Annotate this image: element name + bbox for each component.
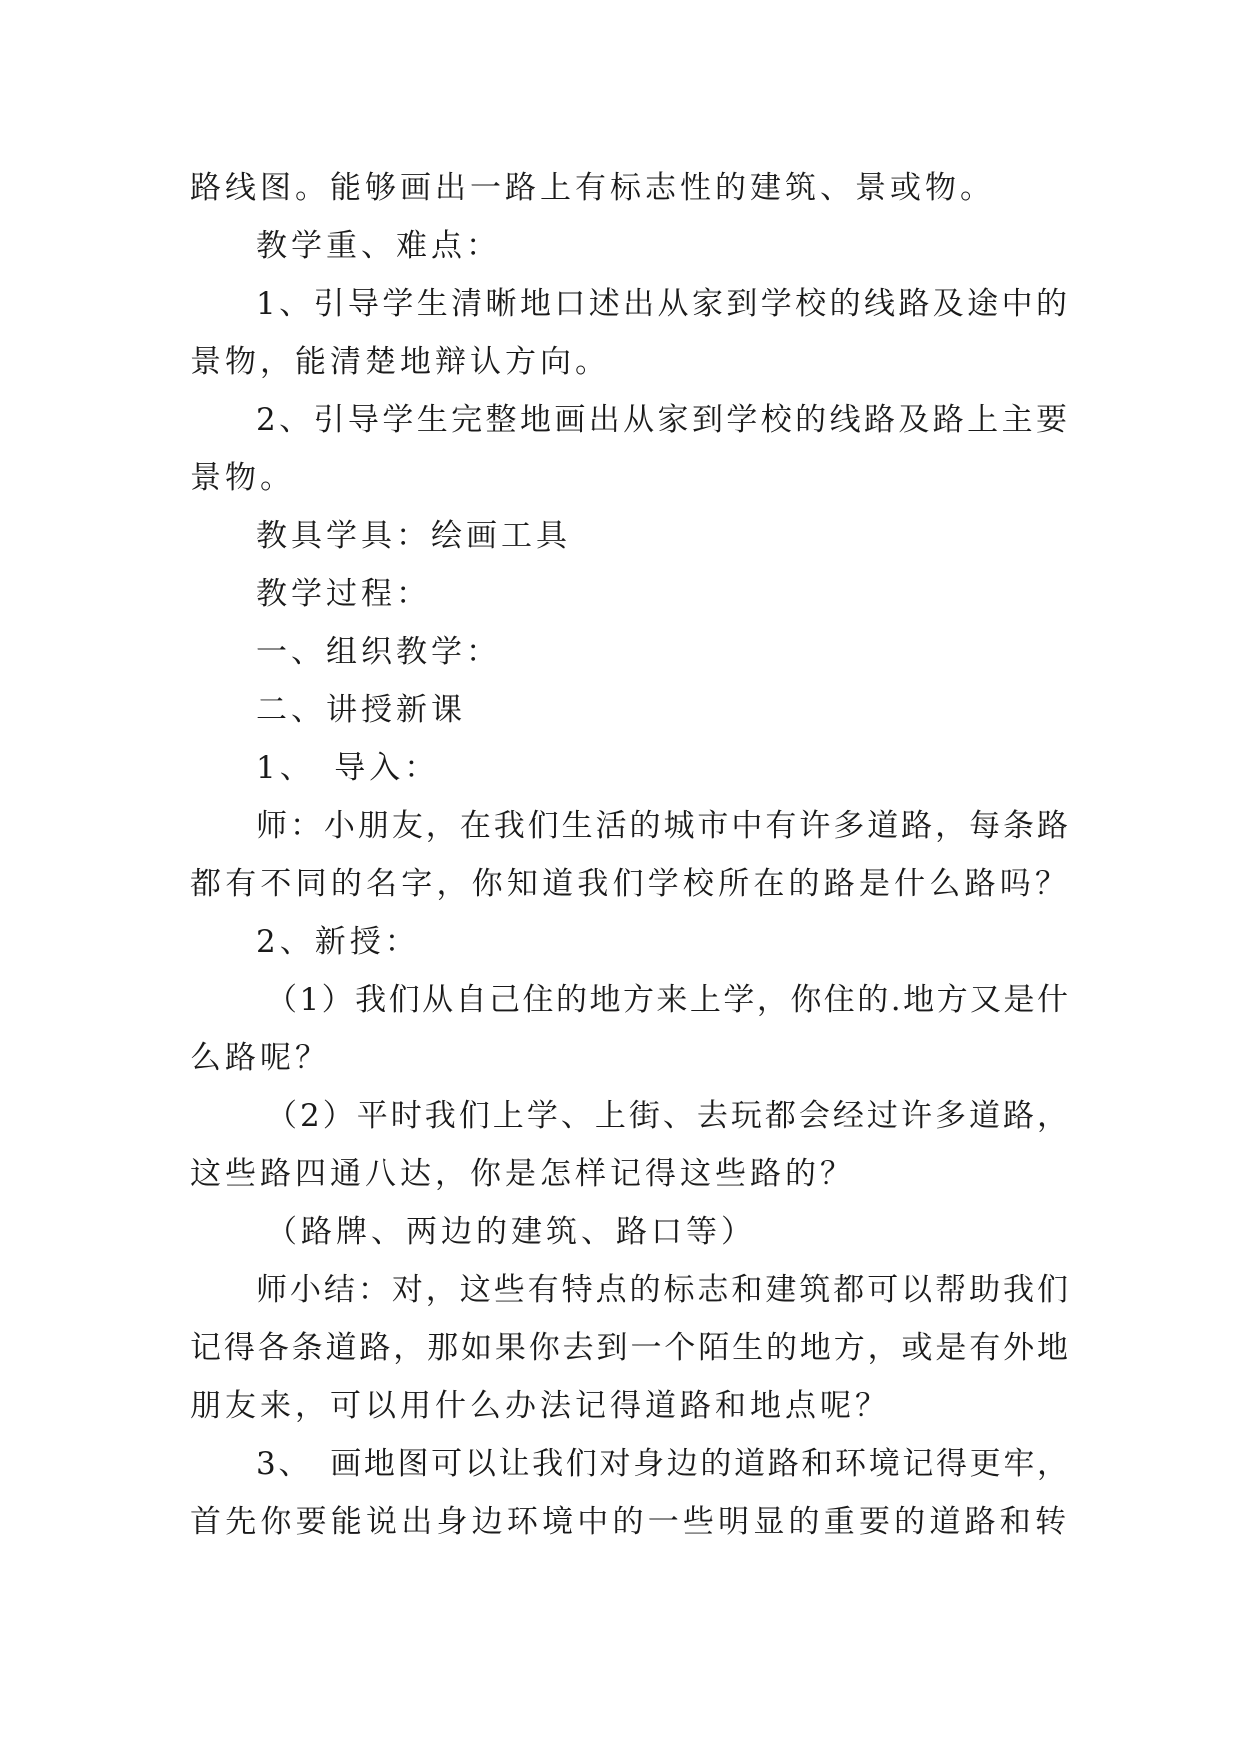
text-line-8: 教学过程： [256,576,431,612]
text-line-22: 朋友来，可以用什么办法记得道路和地点呢？ [190,1388,890,1424]
text-line-21: 记得各条道路，那如果你去到一个陌生的地方，或是有外地 [190,1330,1070,1366]
text-line-1: 路线图。能够画出一路上有标志性的建筑、景或物。 [190,170,995,206]
text-line-16: 么路呢？ [190,1040,330,1076]
text-line-4: 景物，能清楚地辩认方向。 [190,344,610,380]
text-line-24: 首先你要能说出身边环境中的一些明显的重要的道路和转 [190,1504,1070,1540]
text-line-13: 都有不同的名字，你知道我们学校所在的路是什么路吗？ [190,866,1070,902]
text-line-7: 教具学具：绘画工具 [256,518,571,554]
text-line-11: 1、 导入： [256,750,440,786]
text-line-9: 一、组织教学： [256,634,501,670]
text-line-15: （1）我们从自己住的地方来上学，你住的.地方又是什 [266,982,1070,1018]
text-line-23: 3、 画地图可以让我们对身边的道路和环境记得更牢， [256,1446,1070,1482]
text-line-14: 2、新授： [256,924,420,960]
text-line-5: 2、引导学生完整地画出从家到学校的线路及路上主要 [256,402,1070,438]
text-line-6: 景物。 [190,460,295,496]
text-line-3: 1、引导学生清晰地口述出从家到学校的线路及途中的 [256,286,1070,322]
text-line-10: 二、讲授新课 [256,692,466,728]
text-line-18: 这些路四通八达，你是怎样记得这些路的？ [190,1156,855,1192]
text-line-2: 教学重、难点： [256,228,501,264]
text-line-19: （路牌、两边的建筑、路口等） [266,1214,756,1250]
text-line-12: 师：小朋友，在我们生活的城市中有许多道路，每条路 [256,808,1070,844]
text-line-20: 师小结：对，这些有特点的标志和建筑都可以帮助我们 [256,1272,1070,1308]
text-line-17: （2）平时我们上学、上街、去玩都会经过许多道路， [266,1098,1070,1134]
